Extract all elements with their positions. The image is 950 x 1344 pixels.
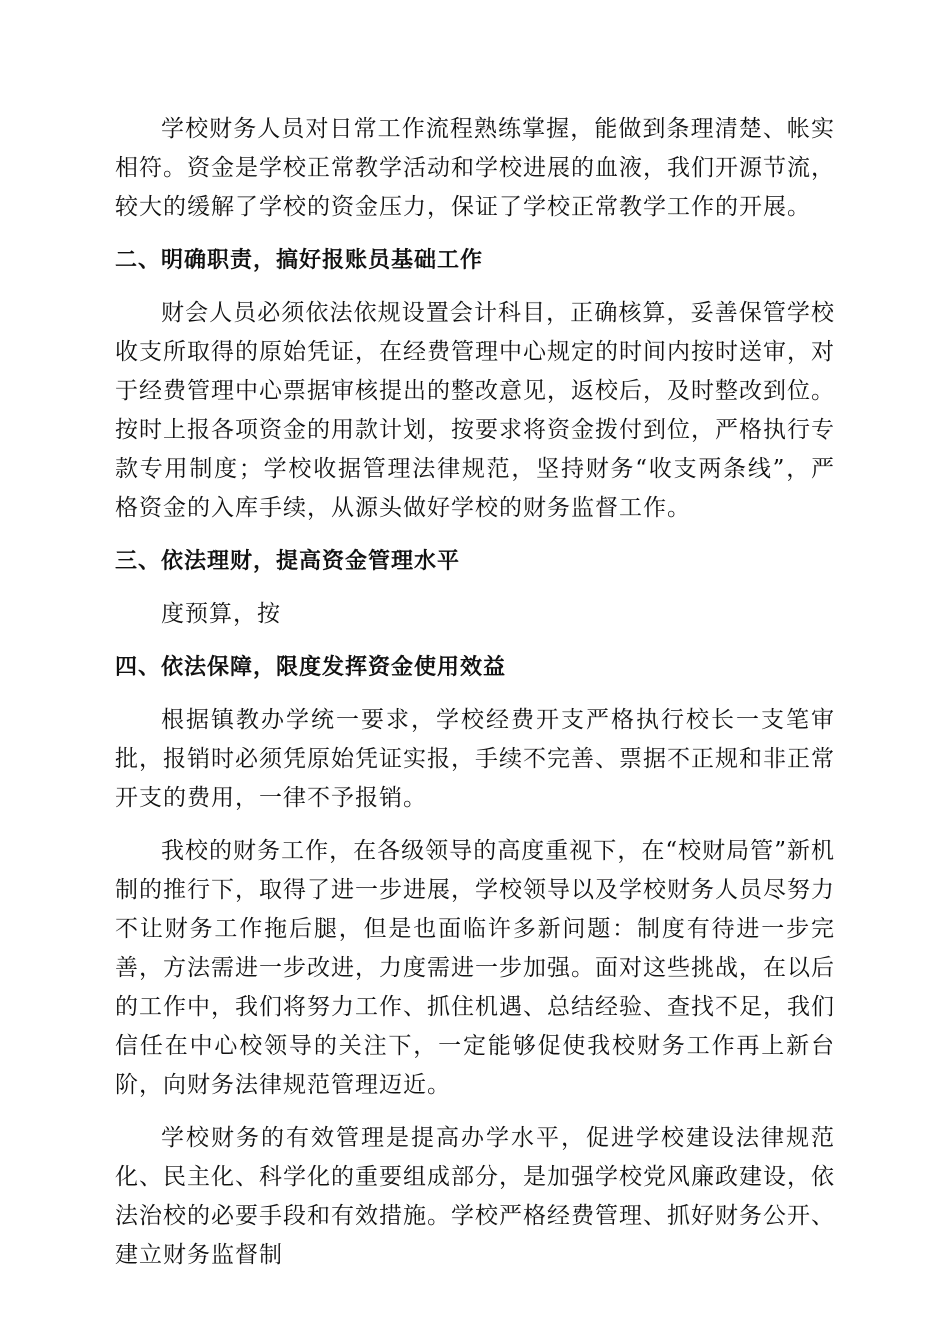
- heading-section-2: 二、明确职责，搞好报账员基础工作: [115, 248, 484, 273]
- paragraph-expenditure: 根据镇教办学统一要求，学校经费开支严格执行校长一支笔审批，报销时必须凭原始凭证实报，手续不完善、票据不正规和非正常开支的费用，一律不予报销。: [115, 707, 835, 811]
- heading-section-3: 三、依法理财，提高资金管理水平: [115, 549, 461, 574]
- paragraph-summary: 我校的财务工作，在各级领导的高度重视下，在“校财局管”新机制的推行下，取得了进一步进展，学校领导以及学校财务人员尽努力不让财务工作拖后腿，但是也面临许多新问题：制度有待进一步完善，方法需进一步改进，力度需进一步加强。面对这些挑战，在以后的工作中，我们将努力工作、抓住机遇、总结经验、查找不足，我们信任在中心校领导的关注下，一定能够促使我校财务工作再上新台阶，向财务法律规范管理迈近。: [115, 838, 835, 1098]
- paragraph-budget: 度预算，按: [161, 601, 281, 627]
- paragraph-workflow: 学校财务人员对日常工作流程熟练掌握，能做到条理清楚、帐实相符。资金是学校正常教学活动和学校进展的血液，我们开源节流，较大的缓解了学校的资金压力，保证了学校正常教学工作的开展。: [115, 116, 835, 220]
- document-page: [115, 110, 835, 1289]
- paragraph-management: 学校财务的有效管理是提高办学水平，促进学校建设法律规范化、民主化、科学化的重要组成部分，是加强学校党风廉政建设，依法治校的必要手段和有效措施。学校严格经费管理、抓好财务公开、建立财务监督制: [115, 1125, 835, 1268]
- heading-section-4: 四、依法保障，限度发挥资金使用效益: [115, 655, 507, 680]
- paragraph-accounting: 财会人员必须依法依规设置会计科目，正确核算，妥善保管学校收支所取得的原始凭证，在经费管理中心规定的时间内按时送审，对于经费管理中心票据审核提出的整改意见，返校后，及时整改到位。按时上报各项资金的用款计划，按要求将资金拨付到位，严格执行专款专用制度；学校收据管理法律规范，坚持财务“收支两条线”，严格资金的入库手续，从源头做好学校的财务监督工作。: [115, 300, 835, 521]
